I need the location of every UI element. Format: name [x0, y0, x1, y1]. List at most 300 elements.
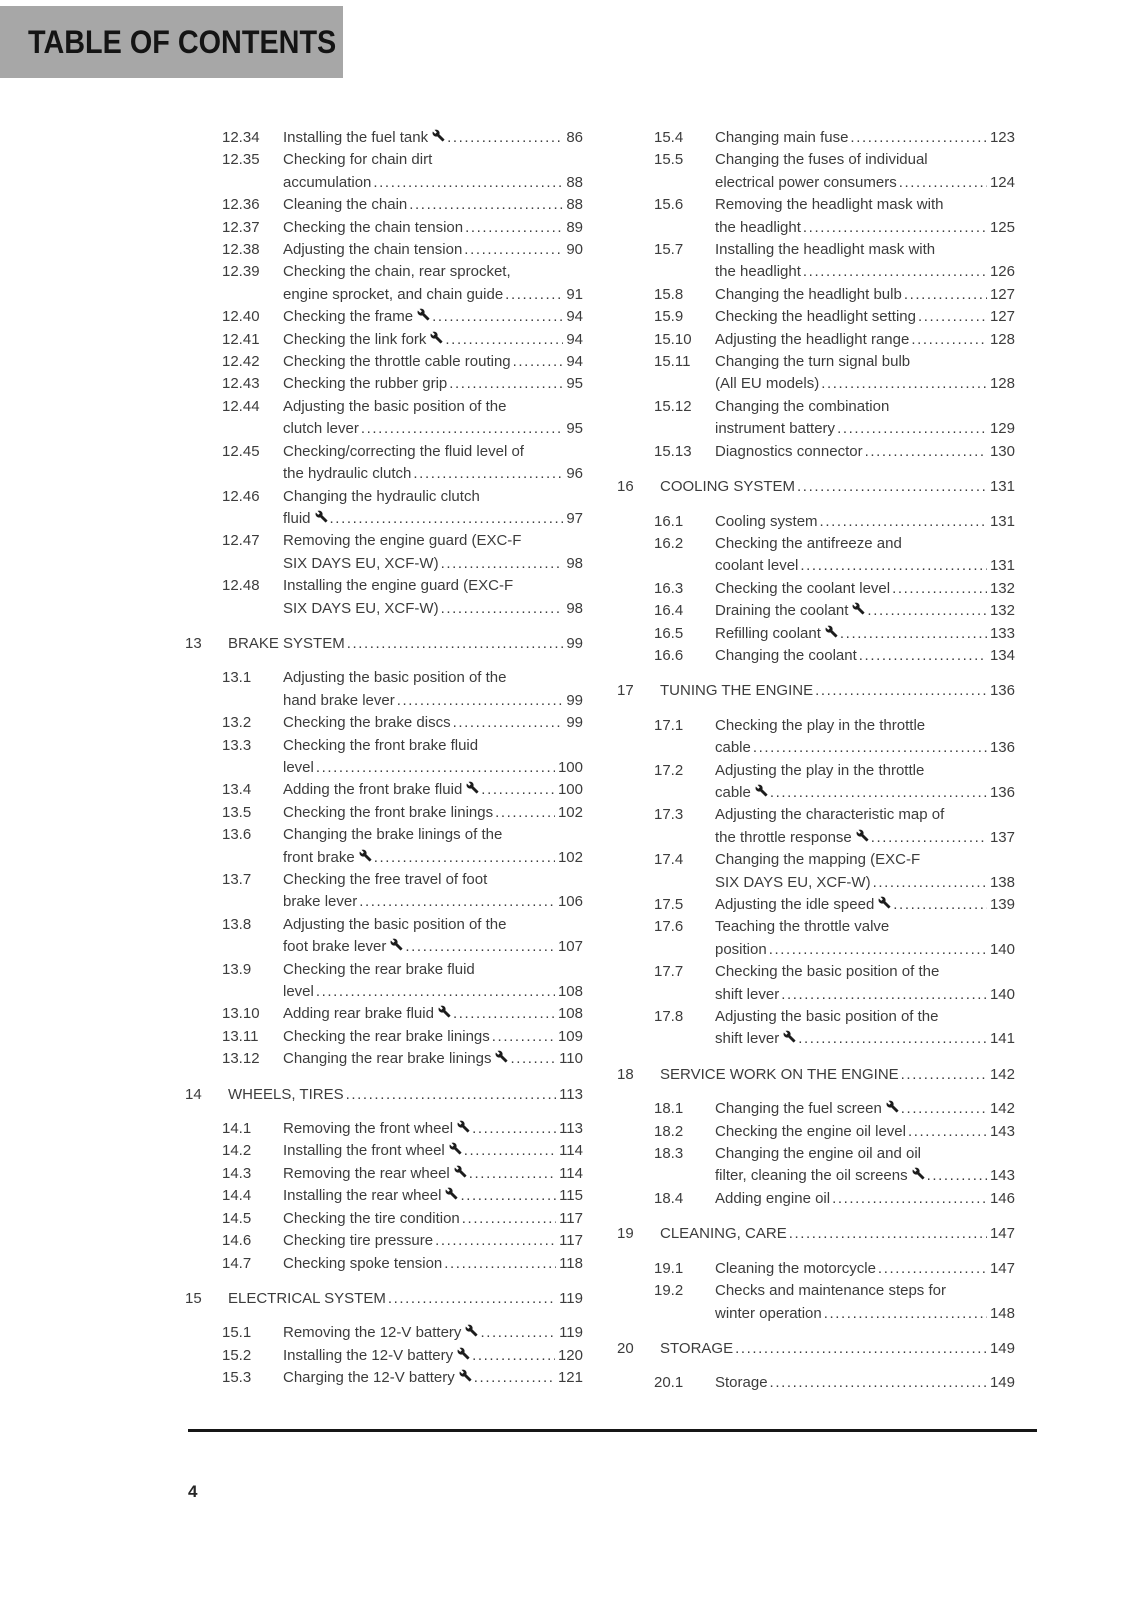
- toc-entry-title: Removing the front wheel: [283, 1120, 454, 1138]
- toc-entry-page: 123: [989, 129, 1015, 146]
- toc-entry: [185, 1367, 583, 1389]
- toc-entry-page: 128: [989, 330, 1015, 348]
- toc-entry-page: 140: [989, 940, 1015, 958]
- toc-entry-number: 16.1: [654, 512, 684, 530]
- toc-entry-title: WHEELS, TIRES: [228, 1085, 344, 1103]
- toc-entry: [617, 533, 1015, 578]
- toc-entry: [617, 1098, 1015, 1120]
- wrench-icon: [390, 938, 403, 951]
- toc-entry-page: 132: [989, 602, 1015, 620]
- toc-entry: [185, 1026, 583, 1048]
- toc-entry: [185, 633, 583, 655]
- toc-entry-number: 12.36: [222, 196, 260, 214]
- toc-entry-lastline: [283, 598, 583, 620]
- toc-entry-body: [283, 194, 583, 216]
- wrench-icon: [878, 896, 891, 909]
- toc-entry-number: 13.2: [222, 714, 252, 732]
- toc-entry-body: [715, 894, 1015, 916]
- toc-entry-page: 140: [989, 985, 1015, 1003]
- toc-entry: [617, 760, 1015, 805]
- toc-entry: [185, 486, 583, 531]
- dot-leader: [397, 690, 564, 712]
- toc-entry-title: Adjusting the chain tension: [283, 241, 463, 259]
- toc-entry-page: 131: [989, 557, 1015, 575]
- dot-leader: [867, 600, 987, 622]
- wrench-icon: [825, 625, 838, 638]
- dot-leader: [770, 782, 987, 804]
- dot-leader: [346, 1084, 556, 1106]
- toc-entry-line: Adjusting the basic position of the: [283, 397, 507, 415]
- toc-entry-number: 15: [185, 1289, 202, 1307]
- toc-entry-page: 97: [566, 509, 583, 527]
- toc-entry-title: the throttle response: [715, 828, 852, 846]
- toc-entry: [617, 239, 1015, 284]
- toc-entry-body: [715, 804, 1015, 849]
- toc-entry-title: coolant level: [715, 557, 799, 575]
- toc-entry-number: 15.2: [222, 1346, 252, 1364]
- toc-entry-lastline: [715, 306, 1015, 328]
- dot-leader: [405, 936, 555, 958]
- toc-entry-body: [715, 239, 1015, 284]
- toc-entry-title: Checking tire pressure: [283, 1232, 434, 1250]
- toc-entry-lastline: [283, 329, 583, 351]
- toc-entry-page: 107: [557, 938, 583, 956]
- toc-entry-number: 17.7: [654, 963, 684, 981]
- toc-entry-body: [715, 1098, 1015, 1120]
- toc-entry-body: [715, 1280, 1015, 1325]
- toc-entry-number: 18: [617, 1065, 634, 1083]
- toc-entry-number: 12.47: [222, 532, 260, 550]
- toc-entry-body: [715, 1188, 1015, 1210]
- toc-entry: [185, 1118, 583, 1140]
- dot-leader: [453, 1003, 555, 1025]
- dot-leader: [837, 418, 987, 440]
- toc-entry-line: Changing the combination: [715, 397, 890, 415]
- dot-leader: [893, 894, 987, 916]
- toc-entry-page: 100: [557, 781, 583, 799]
- toc-entry-number: 12.37: [222, 218, 260, 236]
- toc-entry: [617, 194, 1015, 239]
- toc-entry-number: 18.3: [654, 1145, 684, 1163]
- toc-entry-number: 12.40: [222, 308, 260, 326]
- wrench-icon: [755, 784, 768, 797]
- toc-entry-page: 142: [989, 1100, 1015, 1118]
- toc-entry-page: 147: [989, 1259, 1015, 1277]
- toc-entry-number: 20: [617, 1339, 634, 1357]
- toc-entry-number: 13.11: [222, 1027, 259, 1045]
- toc-entry-number: 12.42: [222, 353, 260, 371]
- toc-entry: [185, 1288, 583, 1310]
- dot-leader: [481, 779, 555, 801]
- toc-entry: [617, 396, 1015, 441]
- wrench-icon: [856, 829, 869, 842]
- toc-entry-number: 16: [617, 478, 634, 496]
- toc-entry-page: 98: [566, 599, 583, 617]
- wrench-icon: [445, 1187, 458, 1200]
- toc-entry: [185, 351, 583, 373]
- dot-leader: [859, 645, 987, 667]
- toc-entry-page: 113: [559, 1085, 583, 1103]
- toc-entry-number: 14.1: [222, 1120, 252, 1138]
- toc-entry-number: 12.46: [222, 487, 260, 505]
- toc-entry-title: Adding the front brake fluid: [283, 781, 463, 799]
- toc-entry-page: 143: [989, 1122, 1015, 1140]
- toc-entry-body: [715, 849, 1015, 894]
- toc-entry-title: Installing the front wheel: [283, 1142, 445, 1160]
- toc-entry-page: 108: [557, 1005, 583, 1023]
- toc-entry-title: Changing the headlight bulb: [715, 285, 902, 303]
- toc-entry-title: Checking the brake discs: [283, 714, 451, 732]
- toc-entry-number: 17.8: [654, 1008, 684, 1026]
- toc-entry-page: 143: [989, 1167, 1015, 1185]
- toc-entry-number: 15.9: [654, 308, 684, 326]
- toc-entry-line: Teaching the throttle valve: [715, 918, 890, 936]
- toc-entry: [185, 1084, 583, 1106]
- toc-entry-lastline: [283, 712, 583, 734]
- toc-entry-body: [283, 127, 583, 149]
- toc-entry-page: 146: [989, 1189, 1015, 1207]
- toc-entry-title: Installing the 12-V battery: [283, 1346, 454, 1364]
- dot-leader: [472, 1345, 555, 1367]
- dot-leader: [373, 172, 563, 194]
- toc-entry-line: Changing the brake linings of the: [283, 826, 503, 844]
- toc-entry-lastline: [283, 1253, 583, 1275]
- dot-leader: [753, 737, 987, 759]
- toc-entry: [185, 1208, 583, 1230]
- dot-leader: [797, 476, 987, 498]
- wrench-icon: [465, 1324, 478, 1337]
- dot-leader: [820, 511, 987, 533]
- toc-entry-number: 14.4: [222, 1187, 252, 1205]
- dot-leader: [453, 712, 564, 734]
- toc-entry-number: 13.4: [222, 781, 252, 799]
- dot-leader: [441, 598, 564, 620]
- toc-entry-body: [715, 623, 1015, 645]
- toc-entry: [617, 149, 1015, 194]
- toc-entry-lastline: [715, 1188, 1015, 1210]
- toc-entry-lastline: [283, 1140, 583, 1162]
- toc-entry-number: 14.3: [222, 1164, 252, 1182]
- toc-entry-lastline: [715, 1372, 1015, 1394]
- toc-entry-lastline: [715, 782, 1015, 804]
- toc-entry-body: [715, 916, 1015, 961]
- toc-entry: [185, 1345, 583, 1367]
- toc-entry-title: Cleaning the motorcycle: [715, 1259, 876, 1277]
- toc-entry-line: Installing the engine guard (EXC-F: [283, 577, 514, 595]
- toc-entry-title: brake lever: [283, 893, 358, 911]
- toc-entry-body: [283, 396, 583, 441]
- toc-entry-lastline: [715, 1121, 1015, 1143]
- toc-entry-page: 106: [557, 893, 583, 911]
- toc-entry-page: 115: [559, 1187, 583, 1205]
- toc-entry: [185, 329, 583, 351]
- dot-leader: [789, 1223, 987, 1245]
- toc-entry-body: [283, 530, 583, 575]
- toc-entry-number: 16.2: [654, 534, 684, 552]
- toc-entry: [617, 715, 1015, 760]
- toc-entry-number: 14.7: [222, 1254, 252, 1272]
- toc-entry-number: 12.44: [222, 397, 260, 415]
- toc-entry-line: Installing the headlight mask with: [715, 241, 936, 259]
- toc-entry-lastline: [283, 802, 583, 824]
- dot-leader: [472, 1118, 556, 1140]
- toc-entry-title: Checking the frame: [283, 308, 414, 326]
- toc-entry-line: Changing the fuses of individual: [715, 151, 928, 169]
- toc-entry-body: [283, 712, 583, 734]
- toc-entry-line: Checks and maintenance steps for: [715, 1282, 946, 1300]
- dot-leader: [927, 1165, 987, 1187]
- dot-leader: [901, 1064, 987, 1086]
- toc-entry-number: 16.4: [654, 602, 684, 620]
- toc-entry-page: 109: [557, 1027, 583, 1045]
- toc-entry-body: [715, 194, 1015, 239]
- toc-entry-lastline: [715, 1165, 1015, 1187]
- toc-entry-line: Checking the front brake fluid: [283, 736, 479, 754]
- dot-leader: [435, 1230, 556, 1252]
- toc-entry-body: [283, 869, 583, 914]
- toc-entry-number: 14.6: [222, 1232, 252, 1250]
- toc-entry: [617, 306, 1015, 328]
- toc-entry-title: Checking spoke tension: [283, 1254, 443, 1272]
- wrench-icon: [495, 1050, 508, 1063]
- dot-leader: [815, 680, 987, 702]
- toc-entry-lastline: [660, 1064, 1015, 1086]
- toc-entry-page: 147: [989, 1225, 1015, 1243]
- toc-entry-number: 15.7: [654, 241, 684, 259]
- toc-entry-body: [660, 680, 1015, 702]
- dot-leader: [821, 373, 987, 395]
- toc-entry-title: the headlight: [715, 263, 801, 281]
- toc-entry: [185, 914, 583, 959]
- toc-entry-number: 12.41: [222, 330, 260, 348]
- dot-leader: [462, 1208, 556, 1230]
- toc-entry-title: Changing the coolant: [715, 646, 857, 664]
- toc-entry-body: [283, 914, 583, 959]
- toc-entry-line: Checking the free travel of foot: [283, 871, 488, 888]
- toc-entry-number: 15.5: [654, 151, 684, 169]
- dot-leader: [409, 194, 563, 216]
- toc-entry-title: Draining the coolant: [715, 602, 849, 620]
- dot-leader: [474, 1367, 555, 1389]
- toc-entry-title: electrical power consumers: [715, 173, 897, 191]
- toc-entry-title: filter, cleaning the oil screens: [715, 1167, 908, 1185]
- toc-entry: [617, 1143, 1015, 1188]
- dot-leader: [465, 217, 563, 239]
- toc-entry-title: SERVICE WORK ON THE ENGINE: [660, 1065, 899, 1083]
- dot-leader: [330, 508, 564, 530]
- toc-entry-title: level: [283, 758, 314, 776]
- toc-entry: [617, 441, 1015, 463]
- toc-entry-title: Installing the fuel tank: [283, 129, 429, 146]
- toc-entry-page: 125: [989, 218, 1015, 236]
- toc-entry-line: Adjusting the basic position of the: [715, 1008, 939, 1026]
- toc-entry-lastline: [283, 1345, 583, 1367]
- toc-entry-lastline: [283, 1026, 583, 1048]
- wrench-icon: [852, 602, 865, 615]
- toc-entry-lastline: [715, 984, 1015, 1006]
- toc-entry-lastline: [715, 623, 1015, 645]
- dot-leader: [359, 891, 555, 913]
- toc-entry-body: [283, 1253, 583, 1275]
- toc-entry-title: Refilling coolant: [715, 624, 821, 642]
- dot-leader: [781, 984, 987, 1006]
- toc-entry-title: Checking the coolant level: [715, 579, 891, 597]
- wrench-icon: [783, 1030, 796, 1043]
- toc-entry: [185, 667, 583, 712]
- dot-leader: [832, 1188, 987, 1210]
- toc-entry-page: 148: [989, 1304, 1015, 1322]
- toc-entry-number: 17.6: [654, 918, 684, 936]
- toc-entry-page: 88: [566, 196, 583, 214]
- toc-entry-lastline: [283, 284, 583, 306]
- toc-entry-line: Removing the headlight mask with: [715, 196, 944, 214]
- wrench-icon: [466, 781, 479, 794]
- toc-entry: [617, 645, 1015, 667]
- toc-entry-title: Checking the front brake linings: [283, 803, 494, 821]
- toc-entry-line: Checking the play in the throttle: [715, 716, 926, 734]
- toc-entry-title: Removing the rear wheel: [283, 1164, 450, 1182]
- toc-entry-body: [283, 959, 583, 1004]
- toc-entry-title: Checking the engine oil level: [715, 1122, 906, 1140]
- toc-entry: [617, 1372, 1015, 1394]
- toc-entry-page: 131: [989, 512, 1015, 530]
- wrench-icon: [886, 1100, 899, 1113]
- toc-entry-line: Adjusting the characteristic map of: [715, 806, 945, 824]
- toc-entry-body: [283, 441, 583, 486]
- toc-entry-number: 17.4: [654, 851, 684, 869]
- toc-entry-title: cable: [715, 739, 751, 757]
- toc-entry-lastline: [283, 418, 583, 440]
- toc-entry-lastline: [715, 578, 1015, 600]
- toc-entry-page: 128: [989, 375, 1015, 393]
- toc-entry-number: 13.7: [222, 871, 252, 888]
- toc-entry-body: [283, 735, 583, 780]
- toc-entry-body: [715, 600, 1015, 622]
- dot-leader: [918, 306, 987, 328]
- toc-entry-lastline: [283, 779, 583, 801]
- dot-leader: [447, 127, 563, 149]
- dot-leader: [803, 217, 987, 239]
- toc-entry-title: Checking the chain tension: [283, 218, 464, 236]
- wrench-icon: [417, 308, 430, 321]
- dot-leader: [495, 802, 555, 824]
- toc-entry-title: hand brake lever: [283, 691, 395, 709]
- toc-entry: [617, 894, 1015, 916]
- toc-entry: [185, 1253, 583, 1275]
- toc-entry: [185, 396, 583, 441]
- toc-entry-lastline: [715, 827, 1015, 849]
- dot-leader: [464, 1140, 556, 1162]
- toc-entry-line: Changing the engine oil and oil: [715, 1145, 921, 1163]
- toc-entry-page: 102: [557, 848, 583, 866]
- toc-entry-page: 126: [989, 263, 1015, 281]
- toc-entry-body: [228, 1288, 583, 1310]
- toc-entry-page: 102: [557, 803, 583, 821]
- toc-entry-lastline: [715, 261, 1015, 283]
- dot-leader: [492, 1026, 555, 1048]
- toc-entry-number: 15.1: [222, 1324, 252, 1342]
- toc-entry-page: 120: [557, 1346, 583, 1364]
- toc-entry-line: Checking the antifreeze and: [715, 534, 902, 552]
- dot-leader: [449, 373, 563, 395]
- toc-entry-page: 90: [566, 241, 583, 259]
- toc-entry-body: [228, 633, 583, 655]
- dot-leader: [464, 239, 563, 261]
- toc-entry-number: 12.45: [222, 442, 260, 460]
- toc-entry-lastline: [715, 1303, 1015, 1325]
- toc-entry-lastline: [228, 1084, 583, 1106]
- toc-entry-lastline: [283, 217, 583, 239]
- toc-entry-number: 16.6: [654, 646, 684, 664]
- toc-entry-line: Changing the mapping (EXC-F: [715, 851, 921, 869]
- toc-entry-title: Adjusting the idle speed: [715, 896, 875, 913]
- dot-leader: [865, 441, 987, 463]
- page-header: [0, 6, 343, 78]
- toc-entry-title: Checking the tire condition: [283, 1209, 460, 1227]
- toc-entry-line: Checking the rear brake fluid: [283, 960, 475, 978]
- toc-entry-title: Adding rear brake fluid: [283, 1005, 434, 1023]
- toc-entry-lastline: [715, 373, 1015, 395]
- toc-entry-lastline: [715, 555, 1015, 577]
- toc-entry-title: Changing the fuel screen: [715, 1100, 882, 1118]
- toc-entry: [617, 1064, 1015, 1086]
- toc-entry: [617, 578, 1015, 600]
- toc-entry-body: [715, 533, 1015, 578]
- toc-entry-lastline: [283, 1163, 583, 1185]
- toc-entry-number: 17.5: [654, 896, 684, 913]
- toc-entry-lastline: [715, 1258, 1015, 1280]
- wrench-icon: [457, 1347, 470, 1360]
- toc-entry: [617, 1338, 1015, 1360]
- dot-leader: [850, 127, 987, 149]
- toc-entry-title: clutch lever: [283, 420, 359, 438]
- toc-entry-page: 124: [989, 173, 1015, 191]
- toc-entry-body: [283, 1208, 583, 1230]
- toc-entry-page: 134: [989, 646, 1015, 664]
- dot-leader: [444, 1253, 556, 1275]
- toc-entry-line: Changing the turn signal bulb: [715, 353, 911, 371]
- toc-entry-lastline: [715, 645, 1015, 667]
- toc-entry-title: Changing the rear brake linings: [283, 1050, 492, 1068]
- toc-entry-number: 12.35: [222, 151, 260, 169]
- toc-entry-page: 88: [566, 173, 583, 191]
- toc-entry-number: 15.10: [654, 330, 692, 348]
- toc-entry: [185, 1230, 583, 1252]
- toc-entry-title: Diagnostics connector: [715, 442, 863, 460]
- wrench-icon: [432, 129, 445, 142]
- wrench-icon: [359, 849, 372, 862]
- toc-entry-lastline: [228, 1288, 583, 1310]
- toc-entry: [185, 959, 583, 1004]
- toc-entry-lastline: [715, 441, 1015, 463]
- toc-entry-lastline: [715, 329, 1015, 351]
- toc-entry-lastline: [283, 553, 583, 575]
- toc-entry-body: [283, 1118, 583, 1140]
- toc-entry-number: 12.39: [222, 263, 260, 281]
- toc-entry-body: [660, 1223, 1015, 1245]
- dot-leader: [316, 981, 555, 1003]
- toc-entry-title: SIX DAYS EU, XCF-W): [283, 599, 439, 617]
- toc-entry-body: [715, 149, 1015, 194]
- toc-entry-title: TUNING THE ENGINE: [660, 682, 814, 700]
- toc-entry: [617, 1258, 1015, 1280]
- dot-leader: [878, 1258, 987, 1280]
- toc-entry-title: winter operation: [715, 1304, 822, 1322]
- toc-entry-body: [715, 760, 1015, 805]
- toc-entry-page: 113: [559, 1120, 583, 1138]
- toc-entry-lastline: [283, 1322, 583, 1344]
- toc-entry-page: 149: [989, 1374, 1015, 1392]
